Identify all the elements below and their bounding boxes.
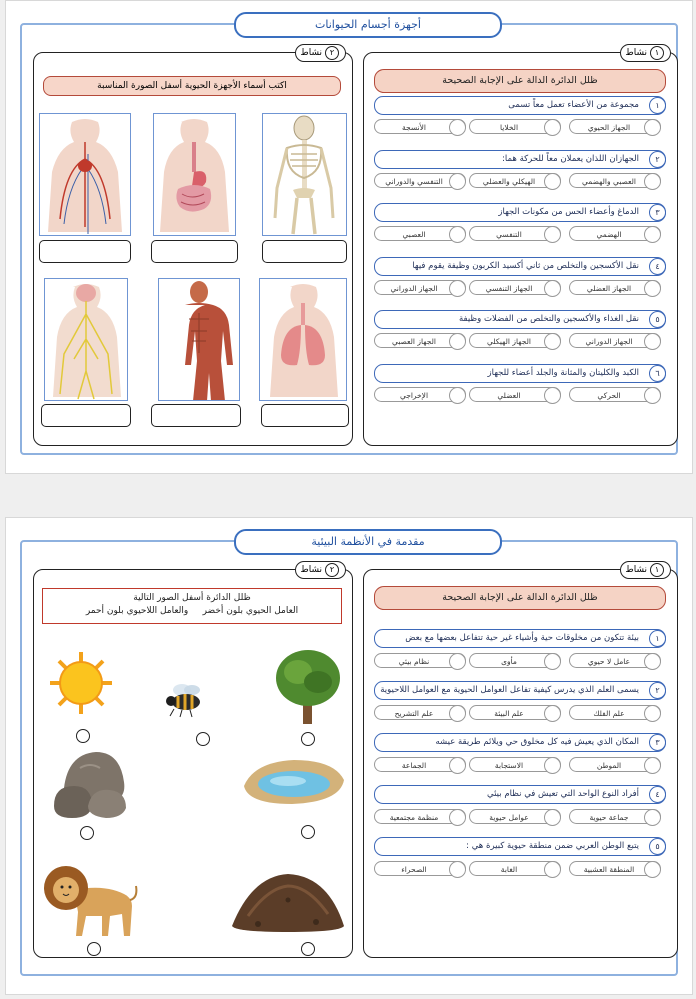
lion-image xyxy=(42,860,138,940)
answer-option[interactable] xyxy=(569,226,661,241)
answer-option-circle[interactable] xyxy=(449,809,466,826)
question-text: يتبع الوطن العربي ضمن منطقة حيوية كبيرة هي : xyxy=(374,837,666,856)
rocks-image xyxy=(50,748,130,820)
answer-option-label: الجهاز العضلي xyxy=(586,283,632,293)
answer-option[interactable] xyxy=(469,861,561,876)
answer-option-circle[interactable] xyxy=(544,861,561,878)
answer-option-circle[interactable] xyxy=(644,861,661,878)
activity-number: ٢ xyxy=(325,46,339,60)
answer-box[interactable] xyxy=(261,404,349,427)
activity-2-panel xyxy=(33,48,353,446)
answer-option[interactable] xyxy=(469,705,561,720)
answer-circle[interactable] xyxy=(301,732,315,746)
answer-option-label: التنفسي والدوراني xyxy=(385,176,443,186)
sun-image xyxy=(48,650,114,716)
answer-option-circle[interactable] xyxy=(449,280,466,297)
answer-option[interactable] xyxy=(374,387,466,402)
tree-image xyxy=(272,648,344,726)
answer-circle[interactable] xyxy=(301,942,315,956)
answer-option[interactable] xyxy=(374,280,466,295)
question-text: مجموعة من الأعضاء تعمل معاً تسمى xyxy=(374,96,666,115)
answer-option-label: علم البيئة xyxy=(494,709,524,718)
respiratory-system-image xyxy=(259,278,347,401)
activity-tag-label: نشاط xyxy=(625,48,647,58)
activity-number: ١ xyxy=(650,563,664,577)
answer-option[interactable] xyxy=(469,333,561,348)
answer-option-label: الأنسجة xyxy=(401,123,426,132)
answer-option[interactable] xyxy=(374,809,466,824)
answer-circle[interactable] xyxy=(301,825,315,839)
question-text: المكان الذي يعيش فيه كل مخلوق حي ويلائم طريقة عيشه xyxy=(374,733,666,752)
answer-option-circle[interactable] xyxy=(449,757,466,774)
answer-circle[interactable] xyxy=(196,732,210,746)
answer-option[interactable] xyxy=(569,861,661,876)
activity-tag xyxy=(295,44,346,62)
answer-option-circle[interactable] xyxy=(644,653,661,670)
digestive-system-image xyxy=(153,113,236,236)
answer-option-label: الهضمي xyxy=(596,230,622,239)
question-number: ٣ xyxy=(649,734,666,751)
answer-option-label: العصبي xyxy=(402,230,426,239)
question-number: ١ xyxy=(649,97,666,114)
activity-tag xyxy=(620,561,671,579)
answer-option-label: التنفسي xyxy=(496,230,522,239)
answer-option[interactable] xyxy=(374,226,466,241)
answer-option-circle[interactable] xyxy=(644,226,661,243)
answer-option-circle[interactable] xyxy=(644,387,661,404)
abiotic-instruction: والعامل اللاحيوي بلون أحمر xyxy=(85,606,189,616)
question-text: أفراد النوع الواحد التي تعيش في نظام بيئي xyxy=(374,785,666,804)
question-number: ٣ xyxy=(649,204,666,221)
activity-tag xyxy=(620,44,671,62)
answer-option-label: الصحراء xyxy=(401,865,427,874)
answer-option-circle[interactable] xyxy=(449,226,466,243)
answer-box[interactable] xyxy=(151,240,238,263)
answer-option-circle[interactable] xyxy=(644,280,661,297)
water-puddle-image xyxy=(242,756,346,808)
answer-option-label: عامل لا حيوي xyxy=(587,657,631,666)
instruction-line xyxy=(43,605,341,618)
answer-option-label: الإخراجي xyxy=(399,390,429,400)
answer-option[interactable] xyxy=(374,119,466,134)
circulatory-system-image xyxy=(39,113,131,236)
bee-image xyxy=(164,682,208,718)
activity-number: ١ xyxy=(650,46,664,60)
answer-option-circle[interactable] xyxy=(449,333,466,350)
activity-tag-label: نشاط xyxy=(625,565,647,575)
answer-option[interactable] xyxy=(569,809,661,824)
worksheet-title: أجهزة أجسام الحيوانات xyxy=(234,12,502,38)
worksheet-ecosystems xyxy=(5,517,693,995)
activity-1-panel xyxy=(363,48,678,446)
answer-option[interactable] xyxy=(569,280,661,295)
question-number: ٦ xyxy=(649,365,666,382)
question-number: ٤ xyxy=(649,786,666,803)
muscular-system-image xyxy=(158,278,240,401)
question-text: الجهازان اللذان يعملان معاً للحركة هما: xyxy=(374,150,666,169)
answer-box[interactable] xyxy=(39,240,131,263)
question-number: ٥ xyxy=(649,838,666,855)
answer-option-label: الجهاز الدوراني xyxy=(390,283,438,293)
soil-image xyxy=(228,870,346,934)
answer-option[interactable] xyxy=(469,226,561,241)
activity-instruction: ظلل الدائرة الدالة على الإجابة الصحيحة xyxy=(374,69,666,93)
answer-option[interactable] xyxy=(374,861,466,876)
answer-option-circle[interactable] xyxy=(644,809,661,826)
answer-option-label: الجهاز التنفسي xyxy=(485,283,533,293)
answer-option[interactable] xyxy=(569,653,661,668)
answer-option-label: علم التشريح xyxy=(394,709,434,718)
activity-1-panel xyxy=(363,565,678,958)
answer-option[interactable] xyxy=(569,119,661,134)
answer-option[interactable] xyxy=(569,333,661,348)
answer-option-label: الجهاز الحيوي xyxy=(587,123,631,132)
answer-option-circle[interactable] xyxy=(449,119,466,136)
answer-option-label: جماعة حيوية xyxy=(589,813,629,822)
answer-option[interactable] xyxy=(569,705,661,720)
activity-instruction: اكتب أسماء الأجهزة الحيوية أسفل الصورة المناسبة xyxy=(43,76,341,96)
answer-circle[interactable] xyxy=(80,826,94,840)
answer-option-circle[interactable] xyxy=(644,333,661,350)
answer-option-label: الحركي xyxy=(597,390,621,400)
answer-option-label: عوامل حيوية xyxy=(489,813,529,822)
answer-circle[interactable] xyxy=(76,729,90,743)
answer-option[interactable] xyxy=(469,653,561,668)
answer-option[interactable] xyxy=(469,280,561,295)
answer-option[interactable] xyxy=(374,757,466,772)
instruction-line: ظلل الدائرة أسفل الصور التالية xyxy=(133,593,251,603)
answer-option[interactable] xyxy=(469,119,561,134)
activity-2-panel xyxy=(33,565,353,958)
skeletal-system-image xyxy=(262,113,347,236)
nervous-system-image xyxy=(44,278,128,401)
answer-option-circle[interactable] xyxy=(449,653,466,670)
activity-tag xyxy=(295,561,346,579)
question-number: ١ xyxy=(649,630,666,647)
activity-tag-label: نشاط xyxy=(300,48,322,58)
answer-option[interactable] xyxy=(569,387,661,402)
answer-option[interactable] xyxy=(569,757,661,772)
answer-option-label: العصبي والهضمي xyxy=(582,176,636,186)
question-text: بيئة تتكون من مخلوقات حية وأشياء غير حية تتفاعل بعضها مع بعض xyxy=(374,629,666,648)
answer-option-circle[interactable] xyxy=(544,280,561,297)
question-text: الدماغ وأعضاء الحس من مكونات الجهاز xyxy=(374,203,666,222)
answer-option-circle[interactable] xyxy=(544,333,561,350)
answer-option-circle[interactable] xyxy=(644,705,661,722)
answer-option[interactable] xyxy=(469,809,561,824)
answer-option-circle[interactable] xyxy=(544,173,561,190)
question-number: ٥ xyxy=(649,311,666,328)
answer-option-circle[interactable] xyxy=(449,173,466,190)
question-number: ٢ xyxy=(649,151,666,168)
answer-option-circle[interactable] xyxy=(544,757,561,774)
question-number: ٤ xyxy=(649,258,666,275)
answer-option-circle[interactable] xyxy=(544,809,561,826)
question-number: ٢ xyxy=(649,682,666,699)
answer-option-circle[interactable] xyxy=(449,387,466,404)
activity-instruction xyxy=(42,588,342,624)
answer-option-circle[interactable] xyxy=(644,173,661,190)
answer-option-label: الجهاز العصبي xyxy=(392,337,436,346)
answer-option-label: الهيكلي والعضلي xyxy=(482,176,536,186)
activity-number: ٢ xyxy=(325,563,339,577)
question-text: يسمى العلم الذي يدرس كيفية تفاعل العوامل الحيوية مع العوامل اللاحيوية xyxy=(374,681,666,700)
question-text: نقل الغذاء والأكسجين والتخلص من الفضلات وظيفة xyxy=(374,310,666,329)
answer-option-circle[interactable] xyxy=(644,757,661,774)
answer-option-circle[interactable] xyxy=(644,119,661,136)
answer-box[interactable] xyxy=(151,404,241,427)
answer-option-circle[interactable] xyxy=(544,226,561,243)
answer-option-label: الجماعة xyxy=(401,761,427,770)
answer-option[interactable] xyxy=(374,333,466,348)
answer-option-label: المنطقة العشبية xyxy=(583,865,635,874)
answer-option-circle[interactable] xyxy=(544,705,561,722)
activity-tag-label: نشاط xyxy=(300,565,322,575)
biotic-instruction: العامل الحيوي بلون أخضر xyxy=(202,606,299,616)
answer-option-label: مأوى xyxy=(501,657,517,666)
answer-option-label: الاستجابة xyxy=(494,761,524,770)
answer-circle[interactable] xyxy=(87,942,101,956)
answer-option[interactable] xyxy=(469,387,561,402)
answer-option[interactable] xyxy=(569,173,661,188)
answer-option[interactable] xyxy=(374,173,466,188)
answer-option[interactable] xyxy=(469,757,561,772)
answer-option-circle[interactable] xyxy=(449,861,466,878)
worksheet-title: مقدمة في الأنظمة البيئية xyxy=(234,529,502,555)
answer-option-label: العضلي xyxy=(497,390,521,400)
answer-option-label: الخلايا xyxy=(499,123,519,132)
answer-option-circle[interactable] xyxy=(544,653,561,670)
answer-option-label: الغابة xyxy=(500,865,518,874)
answer-option-label: نظام بيئي xyxy=(398,657,430,666)
answer-option-label: منظمة مجتمعية xyxy=(389,813,439,822)
answer-option[interactable] xyxy=(374,653,466,668)
answer-option-label: الجهاز الهيكلي xyxy=(487,337,531,346)
answer-box[interactable] xyxy=(41,404,131,427)
answer-option[interactable] xyxy=(374,705,466,720)
answer-option-circle[interactable] xyxy=(544,119,561,136)
worksheet-body-systems xyxy=(5,0,693,474)
question-text: الكبد والكليتان والمثانة والجلد أعضاء للجهاز xyxy=(374,364,666,383)
answer-option[interactable] xyxy=(469,173,561,188)
answer-option-label: الجهاز الدوراني xyxy=(585,337,633,346)
activity-instruction: ظلل الدائرة الدالة على الإجابة الصحيحة xyxy=(374,586,666,610)
answer-option-circle[interactable] xyxy=(449,705,466,722)
answer-option-label: علم الفلك xyxy=(593,709,625,718)
answer-option-label: الموطن xyxy=(596,761,622,770)
question-text: نقل الأكسجين والتخلص من ثاني أكسيد الكربون وظيفة يقوم فيها xyxy=(374,257,666,276)
answer-box[interactable] xyxy=(262,240,347,263)
answer-option-circle[interactable] xyxy=(544,387,561,404)
